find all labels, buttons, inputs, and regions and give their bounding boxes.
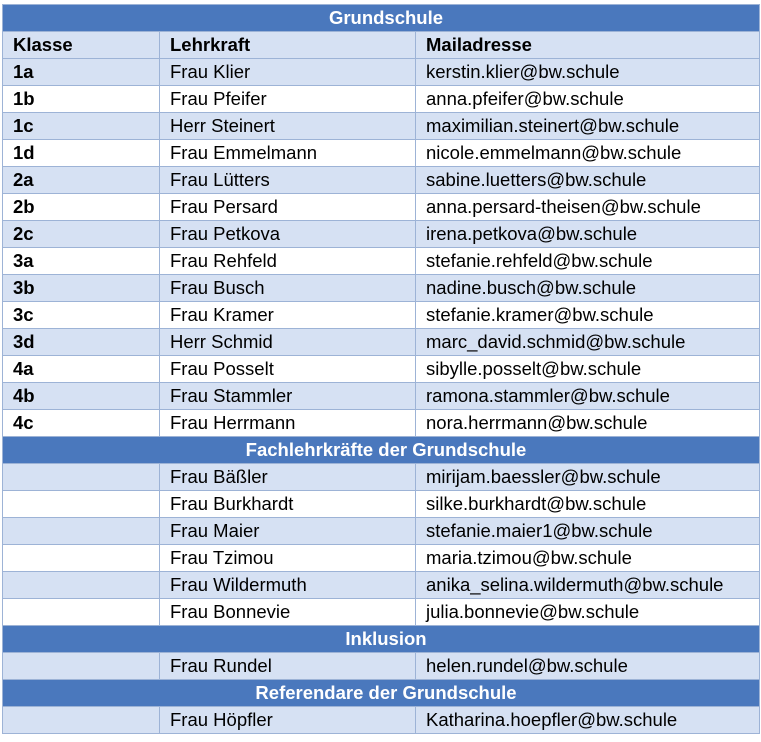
class-cell: 1b [3, 86, 160, 113]
table-row [3, 248, 760, 275]
class-cell [3, 518, 160, 545]
email-cell: maria.tzimou@bw.schule [416, 545, 760, 572]
table-row [3, 275, 760, 302]
table-row [3, 302, 760, 329]
teacher-cell: Frau Tzimou [160, 545, 416, 572]
teacher-cell: Frau Klier [160, 59, 416, 86]
table-row [3, 383, 760, 410]
email-cell: Katharina.hoepfler@bw.schule [416, 707, 760, 734]
class-cell: 4a [3, 356, 160, 383]
section-title: Grundschule [3, 5, 760, 32]
teacher-cell: Frau Emmelmann [160, 140, 416, 167]
teacher-cell: Frau Posselt [160, 356, 416, 383]
email-cell: julia.bonnevie@bw.schule [416, 599, 760, 626]
email-cell: anika_selina.wildermuth@bw.schule [416, 572, 760, 599]
table-row [3, 356, 760, 383]
email-cell: stefanie.maier1@bw.schule [416, 518, 760, 545]
teacher-cell: Frau Burkhardt [160, 491, 416, 518]
email-cell: irena.petkova@bw.schule [416, 221, 760, 248]
section-title: Inklusion [3, 626, 760, 653]
table-row [3, 464, 760, 491]
teacher-cell: Frau Wildermuth [160, 572, 416, 599]
email-cell: silke.burkhardt@bw.schule [416, 491, 760, 518]
class-cell: 3a [3, 248, 160, 275]
column-header: Mailadresse [416, 32, 760, 59]
class-cell [3, 653, 160, 680]
table-row [3, 86, 760, 113]
table-row [3, 113, 760, 140]
teacher-cell: Frau Stammler [160, 383, 416, 410]
teacher-cell: Frau Herrmann [160, 410, 416, 437]
class-cell: 2a [3, 167, 160, 194]
table-row [3, 410, 760, 437]
table-row [3, 221, 760, 248]
class-cell: 4c [3, 410, 160, 437]
teacher-cell: Herr Schmid [160, 329, 416, 356]
class-cell [3, 464, 160, 491]
table-row [3, 545, 760, 572]
email-cell: stefanie.rehfeld@bw.schule [416, 248, 760, 275]
class-cell: 1c [3, 113, 160, 140]
class-cell: 3d [3, 329, 160, 356]
teacher-cell: Herr Steinert [160, 113, 416, 140]
section-header [3, 437, 760, 464]
email-cell: nora.herrmann@bw.schule [416, 410, 760, 437]
email-cell: stefanie.kramer@bw.schule [416, 302, 760, 329]
email-cell: ramona.stammler@bw.schule [416, 383, 760, 410]
table-row [3, 194, 760, 221]
teacher-cell: Frau Busch [160, 275, 416, 302]
table-row [3, 491, 760, 518]
email-cell: anna.persard-theisen@bw.schule [416, 194, 760, 221]
teacher-cell: Frau Persard [160, 194, 416, 221]
class-cell: 2b [3, 194, 160, 221]
teacher-table [2, 4, 760, 734]
email-cell: sabine.luetters@bw.schule [416, 167, 760, 194]
teacher-cell: Frau Rundel [160, 653, 416, 680]
table-row [3, 707, 760, 734]
email-cell: nadine.busch@bw.schule [416, 275, 760, 302]
teacher-cell: Frau Pfeifer [160, 86, 416, 113]
table-row [3, 59, 760, 86]
class-cell [3, 491, 160, 518]
table-row [3, 599, 760, 626]
table-row [3, 572, 760, 599]
teacher-cell: Frau Lütters [160, 167, 416, 194]
section-header [3, 680, 760, 707]
email-cell: kerstin.klier@bw.schule [416, 59, 760, 86]
teacher-cell: Frau Rehfeld [160, 248, 416, 275]
teacher-cell: Frau Bonnevie [160, 599, 416, 626]
column-header: Lehrkraft [160, 32, 416, 59]
column-header: Klasse [3, 32, 160, 59]
class-cell: 3b [3, 275, 160, 302]
section-header [3, 626, 760, 653]
email-cell: marc_david.schmid@bw.schule [416, 329, 760, 356]
table-row [3, 653, 760, 680]
email-cell: helen.rundel@bw.schule [416, 653, 760, 680]
class-cell: 1a [3, 59, 160, 86]
class-cell [3, 572, 160, 599]
class-cell [3, 599, 160, 626]
table-row [3, 140, 760, 167]
class-cell [3, 545, 160, 572]
class-cell [3, 707, 160, 734]
teacher-cell: Frau Kramer [160, 302, 416, 329]
section-header [3, 5, 760, 32]
teacher-cell: Frau Bäßler [160, 464, 416, 491]
section-title: Referendare der Grundschule [3, 680, 760, 707]
table-row [3, 167, 760, 194]
email-cell: mirijam.baessler@bw.schule [416, 464, 760, 491]
email-cell: sibylle.posselt@bw.schule [416, 356, 760, 383]
email-cell: maximilian.steinert@bw.schule [416, 113, 760, 140]
teacher-table-body [3, 5, 760, 734]
teacher-cell: Frau Maier [160, 518, 416, 545]
email-cell: nicole.emmelmann@bw.schule [416, 140, 760, 167]
teacher-cell: Frau Petkova [160, 221, 416, 248]
class-cell: 4b [3, 383, 160, 410]
table-row [3, 329, 760, 356]
column-header-row [3, 32, 760, 59]
email-cell: anna.pfeifer@bw.schule [416, 86, 760, 113]
section-title: Fachlehrkräfte der Grundschule [3, 437, 760, 464]
table-row [3, 518, 760, 545]
class-cell: 1d [3, 140, 160, 167]
class-cell: 3c [3, 302, 160, 329]
teacher-cell: Frau Höpfler [160, 707, 416, 734]
class-cell: 2c [3, 221, 160, 248]
